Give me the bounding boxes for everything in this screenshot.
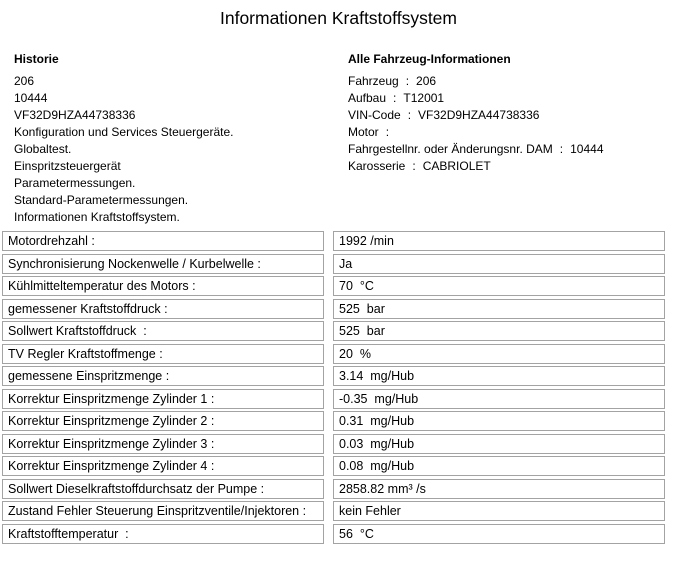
parameter-label: Motordrehzahl : bbox=[2, 231, 324, 251]
history-item: Einspritzsteuergerät bbox=[14, 159, 121, 173]
vehicle-info-colon: : bbox=[385, 125, 390, 139]
parameter-row bbox=[2, 321, 677, 341]
parameter-value: 525 bar bbox=[333, 299, 665, 319]
parameter-label: gemessene Einspritzmenge : bbox=[2, 366, 324, 386]
vehicle-info-value: CABRIOLET bbox=[422, 159, 491, 173]
history-item: 206 bbox=[14, 74, 35, 88]
vehicle-info-value: T12001 bbox=[403, 91, 445, 105]
vehicle-info-label: Aufbau bbox=[348, 91, 387, 105]
parameter-label: gemessener Kraftstoffdruck : bbox=[2, 299, 324, 319]
parameter-table bbox=[2, 231, 677, 544]
parameter-value: 1992 /min bbox=[333, 231, 665, 251]
parameter-value: -0.35 mg/Hub bbox=[333, 389, 665, 409]
parameter-label: Zustand Fehler Steuerung Einspritzventile/Injektoren : bbox=[2, 501, 324, 521]
vehicle-info-item bbox=[348, 124, 677, 141]
parameter-row bbox=[2, 299, 677, 319]
parameter-label: Korrektur Einspritzmenge Zylinder 1 : bbox=[2, 389, 324, 409]
parameter-row bbox=[2, 231, 677, 251]
parameter-row bbox=[2, 434, 677, 454]
vehicle-info-label: Karosserie bbox=[348, 159, 406, 173]
page-title: Informationen Kraftstoffsystem bbox=[219, 8, 457, 28]
parameter-value: kein Fehler bbox=[333, 501, 665, 521]
header-columns bbox=[0, 52, 677, 226]
vehicle-info-item bbox=[348, 107, 677, 124]
parameter-label: Korrektur Einspritzmenge Zylinder 2 : bbox=[2, 411, 324, 431]
parameter-value: 2858.82 mm³ /s bbox=[333, 479, 665, 499]
history-item: Konfiguration und Services Steuergeräte. bbox=[14, 125, 234, 139]
vehicle-info-label: Fahrzeug bbox=[348, 74, 399, 88]
parameter-row bbox=[2, 501, 677, 521]
vehicle-info-colon: : bbox=[412, 159, 416, 173]
diagnostic-report-page bbox=[0, 8, 677, 567]
parameter-value: 525 bar bbox=[333, 321, 665, 341]
parameter-value: Ja bbox=[333, 254, 665, 274]
parameter-row bbox=[2, 276, 677, 296]
parameter-row bbox=[2, 411, 677, 431]
history-item: VF32D9HZA44738336 bbox=[14, 108, 136, 122]
vehicle-info-colon: : bbox=[393, 91, 397, 105]
parameter-value: 0.08 mg/Hub bbox=[333, 456, 665, 476]
vehicle-info-item bbox=[348, 158, 677, 175]
vehicle-info-colon: : bbox=[407, 108, 412, 122]
history-item: Standard-Parametermessungen. bbox=[14, 193, 189, 207]
vehicle-info-label: Motor bbox=[348, 125, 379, 139]
history-item: Informationen Kraftstoffsystem. bbox=[14, 210, 180, 224]
parameter-row bbox=[2, 456, 677, 476]
vehicle-info-list bbox=[348, 73, 677, 175]
parameter-value: 56 °C bbox=[333, 524, 665, 544]
parameter-row bbox=[2, 524, 677, 544]
vehicle-info-label: Fahrgestellnr. oder Änderungsnr. DAM bbox=[348, 142, 553, 156]
parameter-value: 0.03 mg/Hub bbox=[333, 434, 665, 454]
vehicle-info-value: 206 bbox=[416, 74, 437, 88]
history-item: 10444 bbox=[14, 91, 48, 105]
parameter-label: TV Regler Kraftstoffmenge : bbox=[2, 344, 324, 364]
vehicle-info-section bbox=[348, 52, 677, 226]
parameter-value: 0.31 mg/Hub bbox=[333, 411, 665, 431]
parameter-label: Sollwert Kraftstoffdruck : bbox=[2, 321, 324, 341]
vehicle-info-item bbox=[348, 73, 677, 90]
parameter-value: 70 °C bbox=[333, 276, 665, 296]
vehicle-info-heading: Alle Fahrzeug-Informationen bbox=[348, 52, 511, 66]
history-section bbox=[14, 52, 348, 226]
parameter-row bbox=[2, 366, 677, 386]
vehicle-info-value: 10444 bbox=[570, 142, 604, 156]
parameter-label: Synchronisierung Nockenwelle / Kurbelwelle : bbox=[2, 254, 324, 274]
parameter-row bbox=[2, 389, 677, 409]
parameter-label: Kraftstofftemperatur : bbox=[2, 524, 324, 544]
parameter-value: 20 % bbox=[333, 344, 665, 364]
parameter-row bbox=[2, 479, 677, 499]
vehicle-info-item bbox=[348, 90, 677, 107]
parameter-row bbox=[2, 344, 677, 364]
parameter-label: Kühlmitteltemperatur des Motors : bbox=[2, 276, 324, 296]
history-heading: Historie bbox=[14, 52, 59, 66]
history-item: Globaltest. bbox=[14, 142, 72, 156]
vehicle-info-value: VF32D9HZA44738336 bbox=[418, 108, 540, 122]
vehicle-info-colon: : bbox=[559, 142, 564, 156]
parameter-value: 3.14 mg/Hub bbox=[333, 366, 665, 386]
vehicle-info-item bbox=[348, 141, 677, 158]
history-item: Parametermessungen. bbox=[14, 176, 136, 190]
vehicle-info-label: VIN-Code bbox=[348, 108, 401, 122]
parameter-label: Korrektur Einspritzmenge Zylinder 4 : bbox=[2, 456, 324, 476]
parameter-label: Sollwert Dieselkraftstoffdurchsatz der Pumpe : bbox=[2, 479, 324, 499]
parameter-label: Korrektur Einspritzmenge Zylinder 3 : bbox=[2, 434, 324, 454]
history-list bbox=[14, 73, 348, 226]
parameter-row bbox=[2, 254, 677, 274]
vehicle-info-colon: : bbox=[405, 74, 410, 88]
